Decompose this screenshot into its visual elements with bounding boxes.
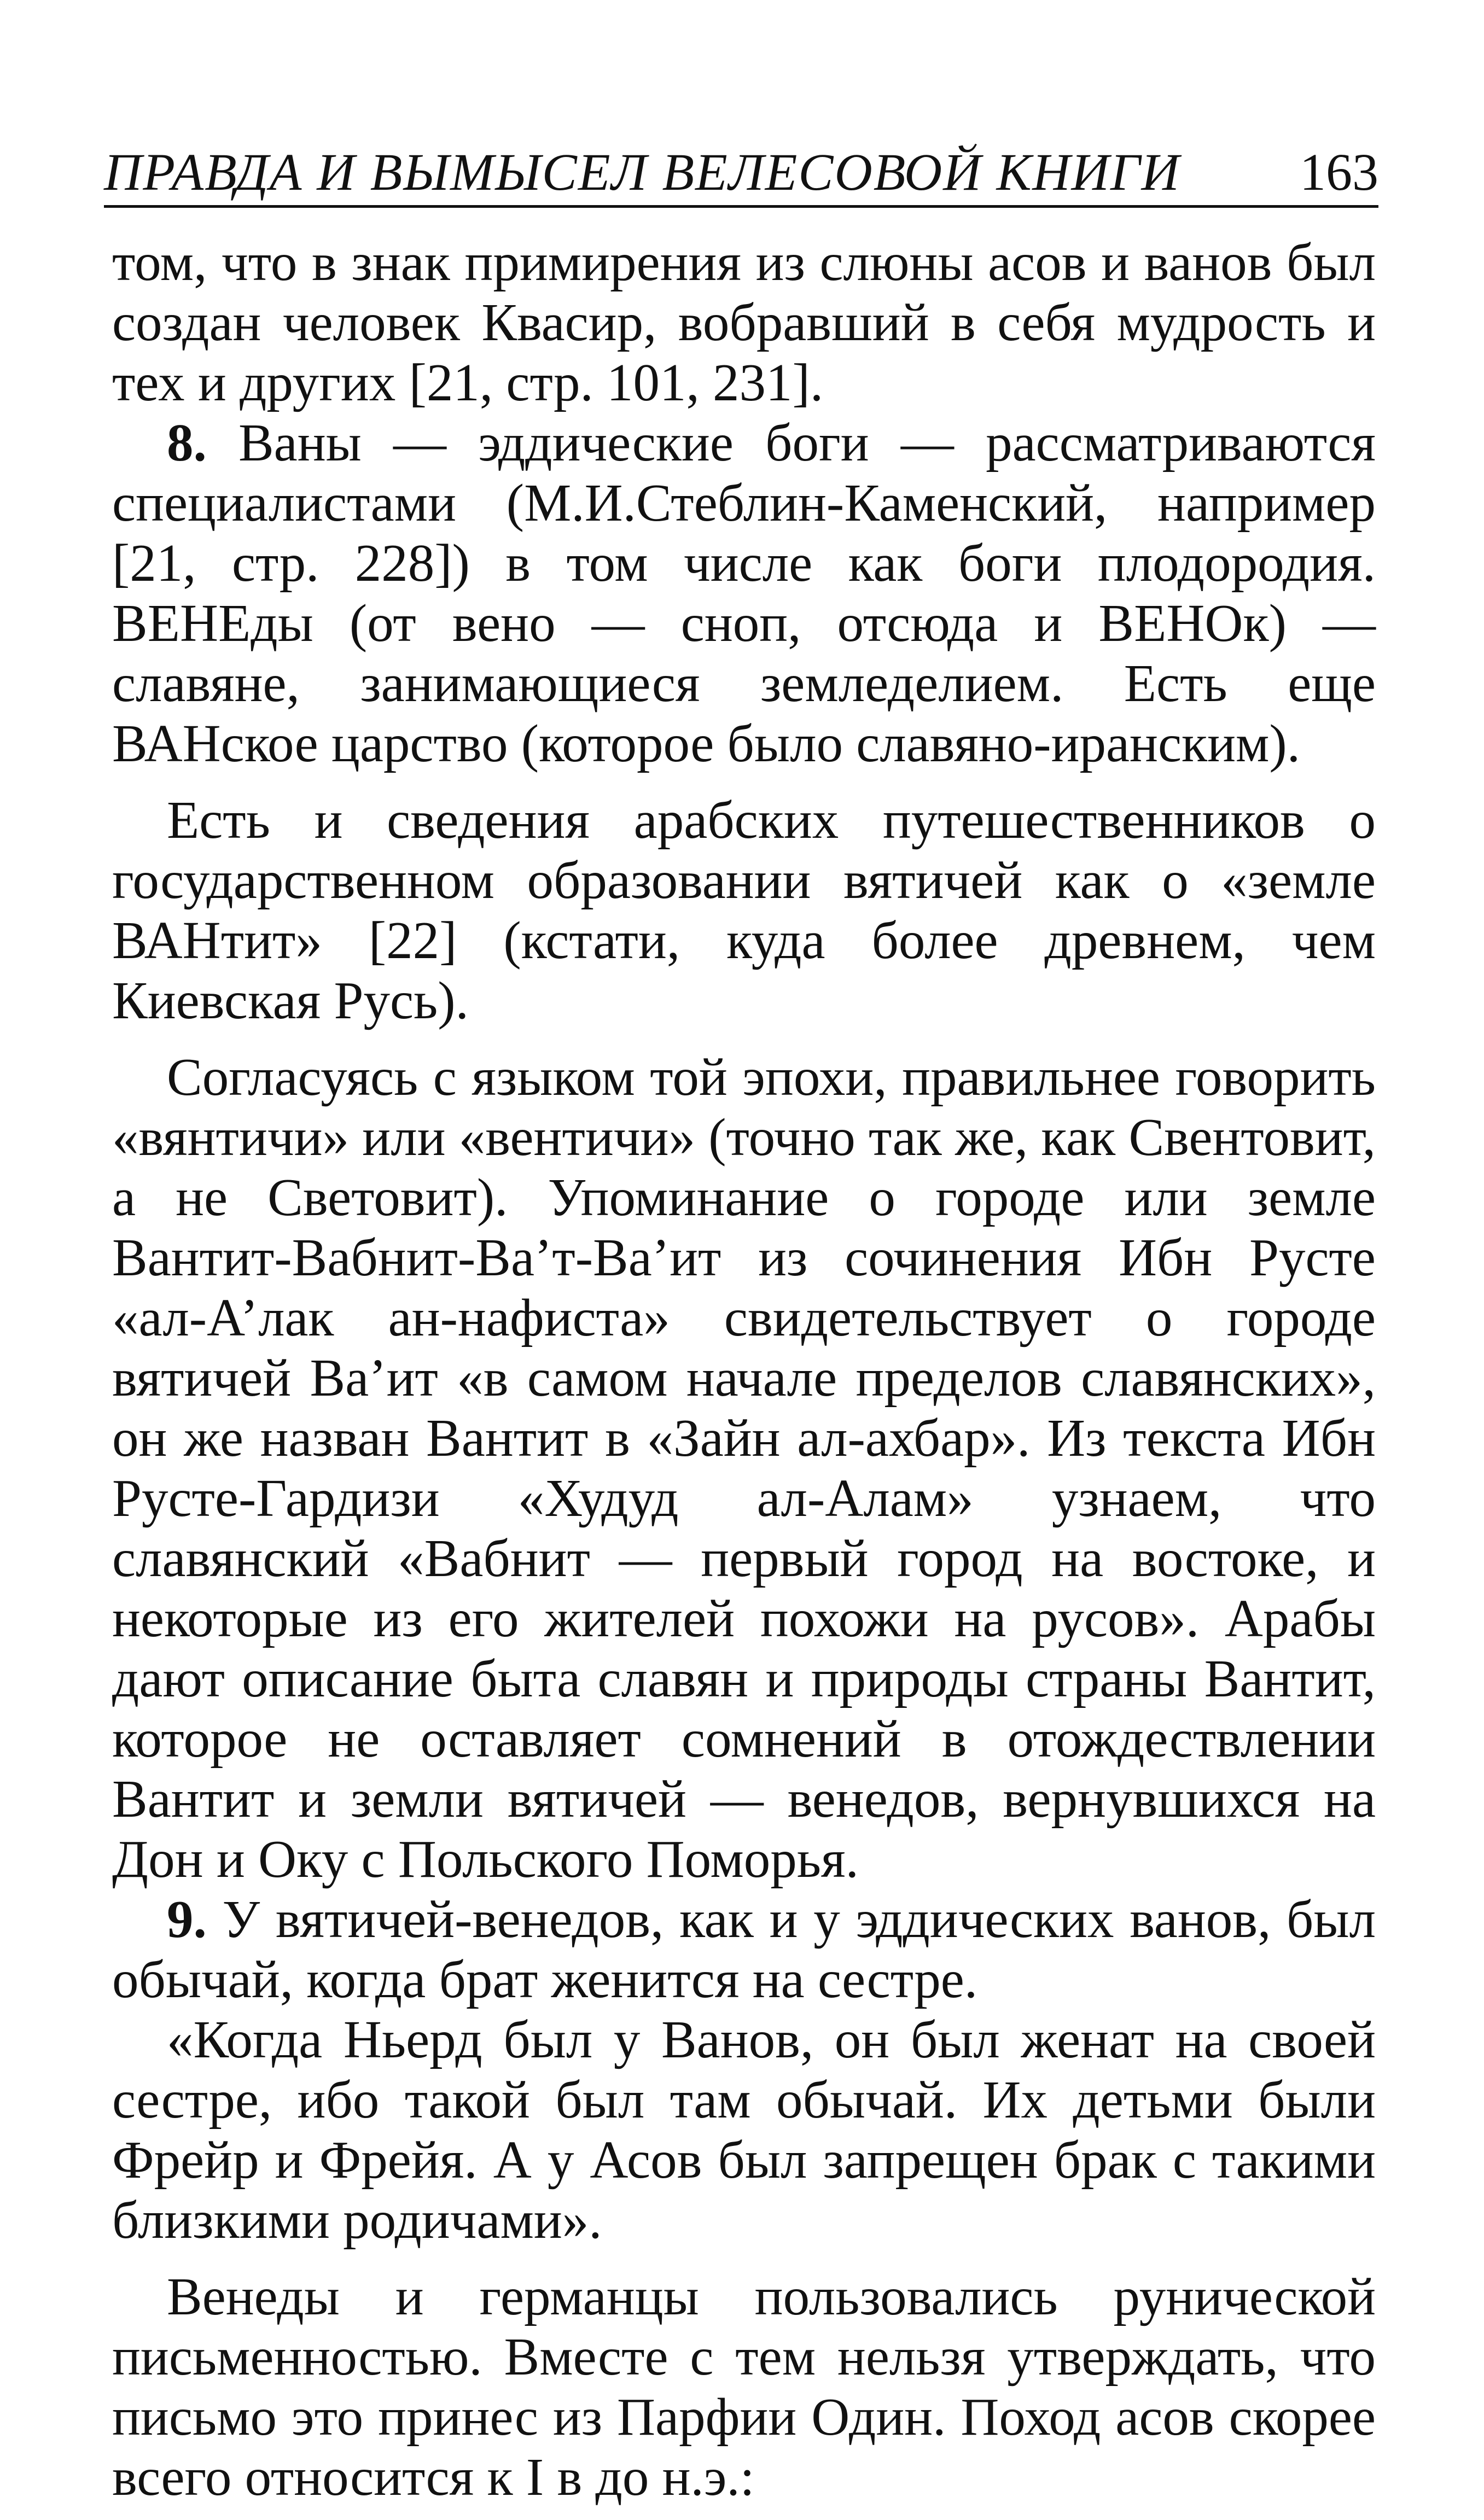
paragraph-text: «Когда Ньерд был у Ванов, он был женат на своей сестре, ибо такой был там обычай. Их детьми были Фрейр и Фрейя. А у Асов был запрещен брак с такими близкими родичами». [112,2010,1376,2249]
text-body [112,232,1376,2507]
paragraph-arab-travellers [112,790,1376,1031]
paragraph-continuation [112,232,1376,413]
page-number: 163 [1300,143,1378,201]
paragraph-text: Есть и сведения арабских путешественников о государственном образовании вятичей как о «земле ВАНтит» [22] (кстати, куда более древнем, чем Киевская Русь). [112,791,1376,1030]
note-number: 9. [167,1890,207,1949]
running-head-title: ПРАВДА И ВЫМЫСЕЛ ВЕЛЕСОВОЙ КНИГИ [104,143,1180,201]
paragraph-text: У вятичей-венедов, как и у эддических ванов, был обычай, когда брат женится на сестре. [112,1890,1376,2009]
paragraph-text: Ваны — эддические боги — рассматриваются специалистами (М.И.Стеблин-Каменский, например [21, стр. 228]) в том числе как боги плодородия. ВЕНЕды (от вено — сноп, отсюда и ВЕНОк) — славяне, занимающиеся земледелием. Есть еще ВАНское царство (которое было славяно-иранским). [112,413,1376,773]
paragraph-text: Согласуясь с языком той эпохи, правильнее говорить «вянтичи» или «вентичи» (точно так же, как Свентовит, а не Световит). Упоминание о городе или земле Вантит-Вабнит-Ва’т-Ва’ит из сочинения Ибн Русте «ал-А’лак ан-нафиста» свидетельствует о городе вятичей Ва’ит «в самом начале пределов славянских», он же назван Вантит в «Зайн ал-ахбар». Из текста Ибн Русте-Гардизи «Худуд ал-Алам» узнаем, что славянский «Вабнит — первый город на востоке, и некоторые из его жителей похожи на русов». Арабы дают описание быта славян и природы страны Вантит, которое не оставляет сомнений в отождествлении Вантит и земли вятичей — венедов, вернувшихся на Дон и Оку с Польского Поморья. [112,1048,1376,1888]
paragraph-runes [112,2267,1376,2507]
note-number: 8. [167,413,207,472]
paragraph-vantit [112,1047,1376,1889]
paragraph-note-8 [112,413,1376,774]
running-head [104,137,1378,208]
paragraph-text: Венеды и германцы пользовались рунической письменностью. Вместе с тем нельзя утверждать, что письмо это принес из Парфии Один. Поход асов скорее всего относится к I в до н.э.: [112,2267,1376,2506]
paragraph-note-9 [112,1889,1376,2010]
paragraph-text: том, что в знак примирения из слюны асов и ванов был создан человек Квасир, вобравший в себя мудрость и тех и других [21, стр. 101, 231]. [112,233,1376,412]
paragraph-quote [112,2010,1376,2250]
